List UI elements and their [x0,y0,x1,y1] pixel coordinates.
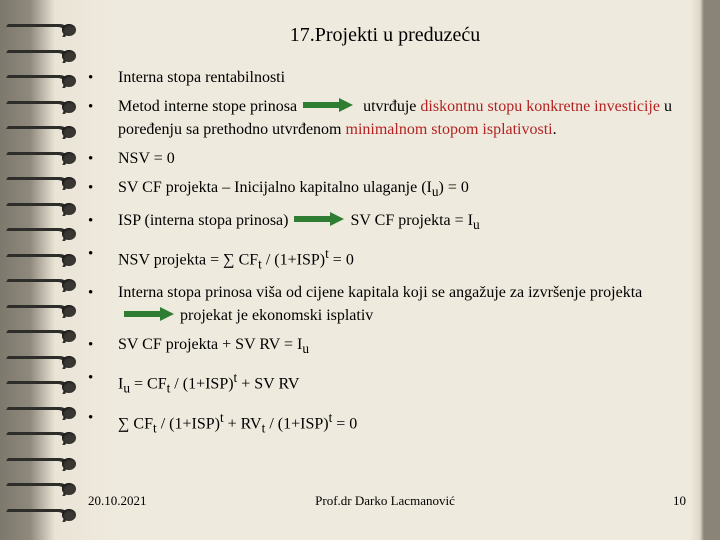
binding-ring [4,73,78,89]
right-arrow-icon [303,98,353,112]
binding-ring [4,303,78,319]
binding-ring [4,22,78,38]
bullet-item [80,243,680,276]
binding-ring [4,456,78,472]
right-arrow-icon [124,307,174,321]
subscript: t [261,420,266,436]
bullet-text: NSV projekta = ∑ CF [118,251,259,269]
bullet-text: ) = 0 [438,178,469,196]
bullet-text: / (1+ISP) [265,414,329,432]
footer-author: Prof.dr Darko Lacmanović [315,493,455,508]
slide-content [80,15,690,515]
bullet-text: Interna stopa rentabilnosti [118,69,286,86]
bullet-text: SV CF projekta + SV RV = I [118,335,303,353]
bullet-item [80,210,680,237]
slide-title: 17.Projekti u preduzeću [289,24,481,46]
bullet-text: ISP (interna stopa prinosa) [118,211,289,229]
bullet-item [80,282,680,327]
spiral-binding [0,0,80,540]
subscript: u [123,380,130,396]
binding-ring [4,507,78,523]
subscript: t [258,256,262,272]
bullet-text: / (1+ISP) [261,251,326,269]
bullet-text: = 0 [332,414,358,432]
bullet-item [80,96,680,141]
bullet-text: SV CF projekta = I [350,211,473,229]
slide-number: 10 [673,493,686,508]
bullet-text: Metod interne stope prinosa [118,98,298,115]
superscript: t [233,370,238,386]
binding-ring [4,226,78,242]
bullet-text: Interna stopa prinosa viša od cijene kapitala koji se angažuje za izvršenje projekta [118,284,643,302]
subscript: u [302,341,310,357]
subscript: t [166,380,171,396]
superscript: t [219,409,224,425]
binding-ring [4,481,78,497]
binding-ring [4,354,78,370]
bullet-text: SV CF projekta – Inicijalno kapitalno ulaganje (I [118,178,432,196]
binding-ring [4,430,78,446]
binding-ring [4,252,78,268]
superscript: t [328,409,333,425]
binding-ring [4,277,78,293]
binding-ring [4,405,78,421]
right-arrow-icon [294,212,344,226]
bullet-item [80,367,680,400]
superscript: t [325,245,329,261]
bullet-item [80,148,680,171]
bullet-list [80,67,680,446]
bullet-text: NSV = 0 [118,149,175,167]
bullet-text: + SV RV [237,375,300,393]
highlighted-text: diskontnu stopu konkretne investicije [420,98,660,115]
binding-ring [4,328,78,344]
bullet-text: + RV [223,414,262,432]
bullet-text: / (1+ISP) [170,375,234,393]
bullet-text: u poređenju sa prethodno utvrđenom [118,98,672,138]
bullet-text: = CF [130,375,167,393]
binding-ring [4,99,78,115]
binding-ring [4,150,78,166]
bullet-item [80,407,680,440]
bullet-text: ∑ CF [118,414,153,432]
bullet-text: projekat je ekonomski isplativ [180,306,374,324]
bullet-text: . [552,120,557,138]
footer-date: 20.10.2021 [88,493,147,508]
binding-ring [4,201,78,217]
slide-footer [80,493,690,513]
bullet-text: I [118,375,124,393]
bullet-text: utvrđuje [363,98,417,115]
bullet-item [80,177,680,204]
bullet-text: = 0 [328,251,354,269]
bullet-text: / (1+ISP) [156,414,220,432]
binding-ring [4,379,78,395]
bullet-item [80,67,680,90]
binding-ring [4,48,78,64]
binding-ring [4,124,78,140]
binding-ring [4,175,78,191]
subscript: t [152,420,157,436]
bullet-item [80,334,680,361]
highlighted-text: minimalnom stopom isplativosti [345,120,553,138]
subscript: u [431,183,439,199]
subscript: u [473,216,480,232]
